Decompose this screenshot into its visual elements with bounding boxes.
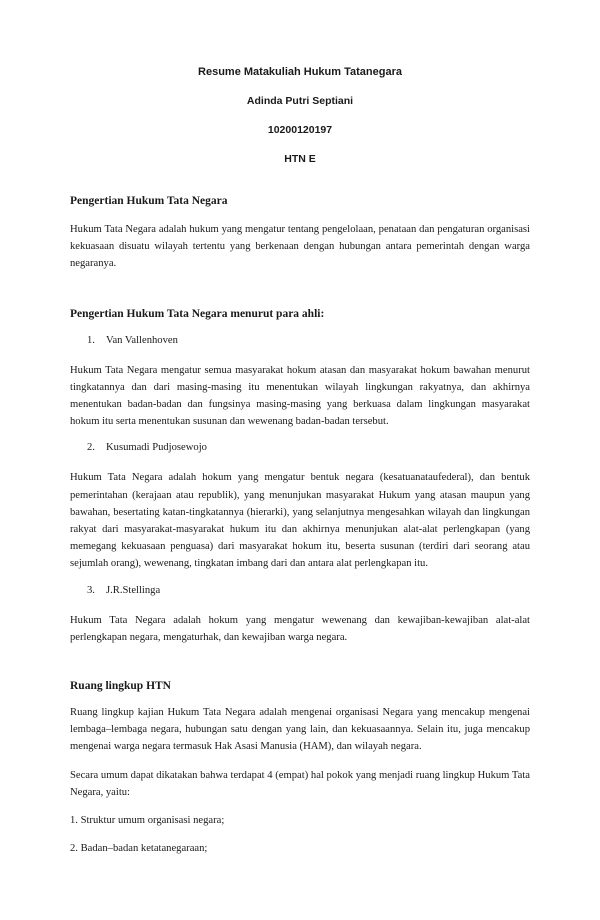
document-header [70,66,530,165]
definition-paragraph: Hukum Tata Negara adalah hukum yang mengatur tentang pengelolaan, penataan dan pengaturan organisasi kekuasaan disuatu wilayah tertentu yang berkenaan dengan hubungan antara pemerintah dengan warga negaranya. [70,224,530,270]
expert-number: 1. [87,334,95,346]
expert-item-3 [70,582,530,599]
section-heading-experts: Pengertian Hukum Tata Negara menurut para ahli: [70,307,325,320]
section-heading-definition: Pengertian Hukum Tata Negara [70,195,228,207]
document-title: Resume Matakuliah Hukum Tatanegara [198,66,402,78]
scope-paragraph-2: Secara umum dapat dikatakan bahwa terdapat 4 (empat) hal pokok yang menjadi ruang lingkup Hukum Tata Negara, yaitu: [70,769,530,798]
expert-paragraph-2: Hukum Tata Negara adalah hokum yang mengatur bentuk negara (kesatuanataufederal), dan bentuk pemerintahan (kerajaan atau republik), yang menunjukan masyarakat Hukum yang atasan maupun yang bawahan, besertating katan-tingkatannya (hierarki), yang selanjutnya mengesahkan wilayah dan lingkungan rakyat dari masyarakat-masyarakat hukum itu dan akhirnya menunjukan alat-alat perlengkapan (yang memegang kekuasaan penguasa) dari masyarakat hokum itu, beserta susunan (terdiri dari seorang atau sejumlah orang), wewenang, tingkatan imbang dari dan antara alat perlengkapan itu. [70,472,530,570]
expert-name: Kusumadi Pudjosewojo [106,442,207,454]
scope-point-1: 1. Struktur umum organisasi negara; [70,815,225,827]
scope-paragraph-1: Ruang lingkup kajian Hukum Tata Negara adalah mengenai organisasi Negara yang mencakup mengenai lembaga–lembaga negara, hubungan satu dengan yang lain, dan kekuasaannya. Selain itu, juga mencakup mengenai warga negara termasuk Hak Asasi Manusia (HAM), dan wilayah negara. [70,707,530,753]
expert-item-2 [70,439,530,456]
expert-number: 2. [87,442,95,454]
expert-name: J.R.Stellinga [106,584,161,596]
student-id: 10200120197 [267,124,333,136]
expert-paragraph-1: Hukum Tata Negara mengatur semua masyarakat hokum atasan dan masyarakat hokum bawahan menurut tingkatannya dan dari masing-masing itu menentukan wilayah lingkungan rakyatnya, dan akhirnya menentukan badan-badan dan fungsinya masing-masing yang berkuasa dalam lingkungan masyarakat hokum itu serta menentukan susunan dan wewenang badan-badan tersebut. [70,364,530,428]
class-label: HTN E [284,153,316,165]
expert-number: 3. [87,584,95,596]
section-heading-scope: Ruang lingkup HTN [70,680,171,693]
author-name: Adinda Putri Septiani [246,95,354,107]
expert-name: Van Vallenhoven [106,334,178,346]
expert-item-1 [70,332,530,349]
scope-point-2: 2. Badan–badan ketatanegaraan; [70,843,208,855]
expert-paragraph-3: Hukum Tata Negara adalah hokum yang mengatur wewenang dan kewajiban-kewajiban alat-alat perlengkapan negara, mengaturhak, dan kewajiban warga negara. [70,614,530,643]
